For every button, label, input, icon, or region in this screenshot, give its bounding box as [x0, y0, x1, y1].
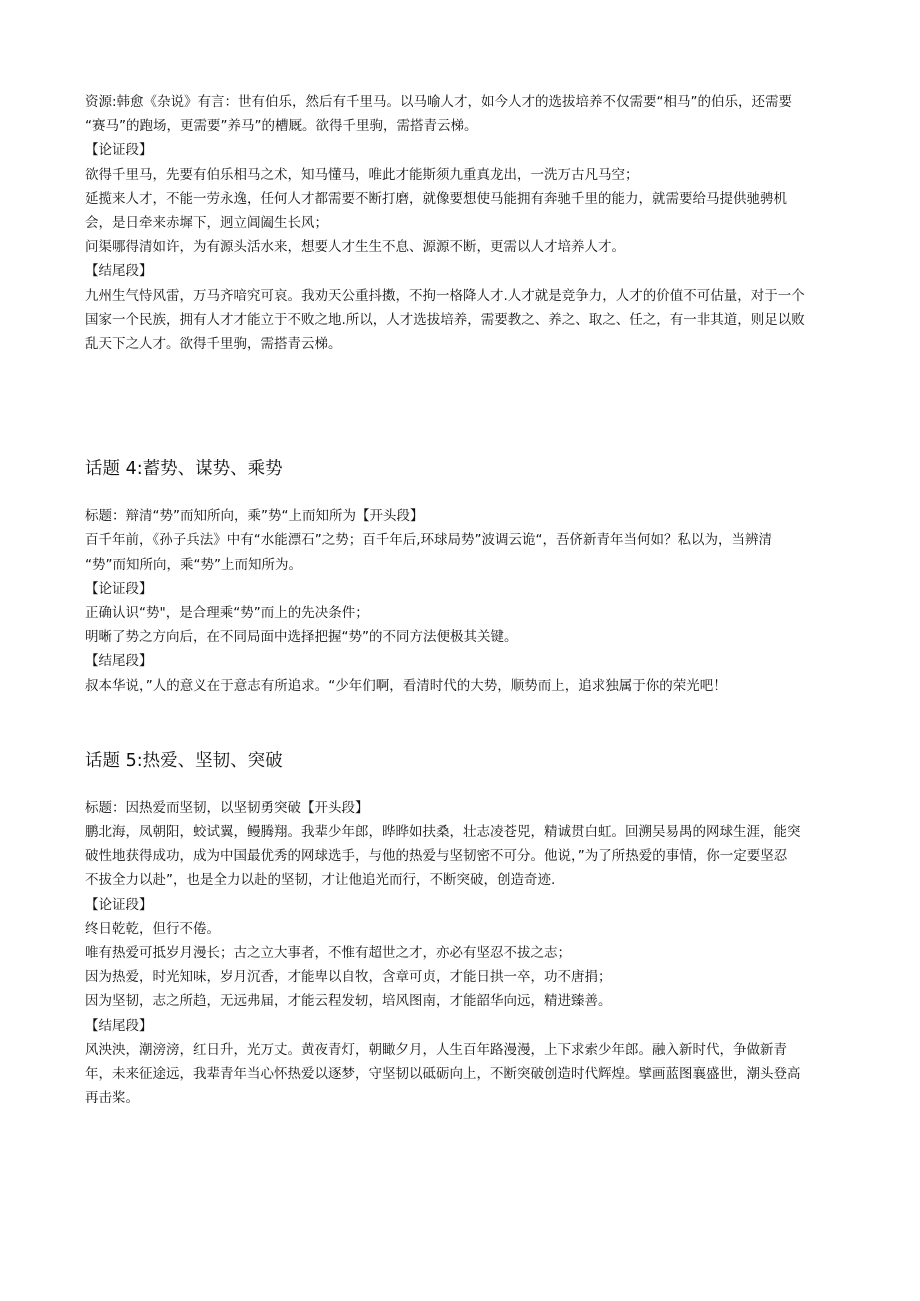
text-line: “赛马”的跑场，更需要”养马”的槽厩。欲得千里驹，需搭青云梯。 [85, 118, 478, 135]
text-line: 因为坚韧，志之所趋，无远弗届，才能云程发轫，培风图南，才能韶华向远，精进臻善。 [85, 993, 612, 1010]
text-line: 问渠哪得清如许，为有源头活水来，想要人才生生不息、源源不断，更需以人才培养人才。 [85, 239, 625, 256]
title-line: 标题：辩清“势”而知所向，乘”势“上而知所为【开头段】 [85, 508, 424, 525]
text-line: 风泱泱，潮滂滂，红日升，光万丈。黄夜青灯，朝瞰夕月，人生百年路漫漫，上下求索少年郎。融入新时代，争做新青 [85, 1041, 787, 1058]
text-line: 百千年前，《孙子兵法》中有“水能漂石”之势；百千年后,环球局势”波调云诡“，吾侪新青年当何如？私以为，当辨清 [85, 532, 773, 549]
text-line: 资源:韩愈《杂说》有言：世有伯乐，然后有千里马。以马喻人才，如今人才的选拔培养不仅需要“相马”的伯乐，还需要 [85, 94, 793, 110]
text-line: 正确认识“势"，是合理乘“势”而上的先决条件； [85, 605, 369, 622]
text-line: 延揽来人才，不能一劳永逸，任何人才都需要不断打磨，就像要想使马能拥有奔驰千里的能力，就需要给马提供驰骋机 [85, 190, 787, 207]
ending-label: 【结尾段】 [85, 1017, 153, 1034]
ending-label: 【结尾段】 [85, 263, 153, 280]
text-line: 九州生气恃风雷，万马齐喑究可哀。我劝天公重抖擞，不拘一格降人才.人才就是竞争力，人才的价值不可估量，对于一个 [85, 287, 805, 304]
text-line: 会，是日牵来赤墀下，迥立阊阖生长风； [85, 215, 328, 232]
section-topic-4 [85, 456, 830, 698]
title-line: 标题：因热爱而坚韧，以坚韧勇突破【开头段】 [85, 799, 369, 816]
text-line: 欲得千里马，先要有伯乐相马之术，知马懂马，唯此才能斯须九重真龙出，一洗万古凡马空； [85, 166, 639, 183]
text-line: “势”而知所向，乘“势”上而知所为。 [85, 556, 302, 573]
argument-label: 【论证段】 [85, 580, 153, 597]
text-line: 不拔全力以赴”，也是全力以赴的坚韧，才让他追光而行，不断突破，创造奇迹. [85, 872, 556, 889]
document-page [85, 90, 830, 1111]
text-line: 再击桨。 [85, 1090, 139, 1107]
text-line: 终日乾乾，但行不倦。 [85, 920, 220, 937]
text-line: 国家一个民族，拥有人才才能立于不败之地.所以，人才选拔培养，需要教之、养之、取之、任之，有一非其道，则足以败 [85, 311, 805, 328]
topic-5-heading: 话题 5:热爱、坚韧、突破 [85, 750, 283, 771]
text-line: 破性地获得成功，成为中国最优秀的网球选手，与他的热爱与坚韧密不可分。他说，”为了所热爱的事情，你一定要坚忍 [85, 848, 788, 865]
text-line: 叔本华说，”人的意义在于意志有所追求。“少年们啊，看清时代的大势，顺势而上，追求独属于你的荣光吧！ [85, 677, 727, 694]
text-line: 鹏北海，凤朝阳，蛟试翼，鳗腾翔。我辈少年郎，晔晔如扶桑，壮志凌苍兕，精诚贯白虹。回溯吴易禺的网球生涯，能突 [85, 824, 801, 841]
argument-label: 【论证段】 [85, 896, 153, 913]
text-line: 乱天下之人才。欲得千里驹，需搭青云梯。 [85, 336, 342, 353]
text-line: 明晰了势之方向后，在不同局面中选择把握“势”的不同方法便极其关键。 [85, 629, 518, 646]
section-topic-5 [85, 748, 830, 1111]
text-line: 唯有热爱可抵岁月漫长；古之立大事者，不惟有超世之才，亦必有坚忍不拔之志； [85, 945, 571, 962]
ending-label: 【结尾段】 [85, 653, 153, 670]
text-line: 年，未来征途远，我辈青年当心怀热爱以逐梦，守坚韧以砥砺向上，不断突破创造时代辉煌。擘画蓝图襄盛世，潮头登高 [85, 1066, 801, 1083]
topic-4-heading: 话题 4:蓄势、谋势、乘势 [85, 459, 283, 480]
argument-label: 【论证段】 [85, 142, 153, 159]
section-talent [85, 90, 830, 356]
text-line: 因为热爱，时光知味，岁月沉香，才能卑以自牧，含章可贞，才能日拱一卒，功不唐捐； [85, 969, 612, 986]
